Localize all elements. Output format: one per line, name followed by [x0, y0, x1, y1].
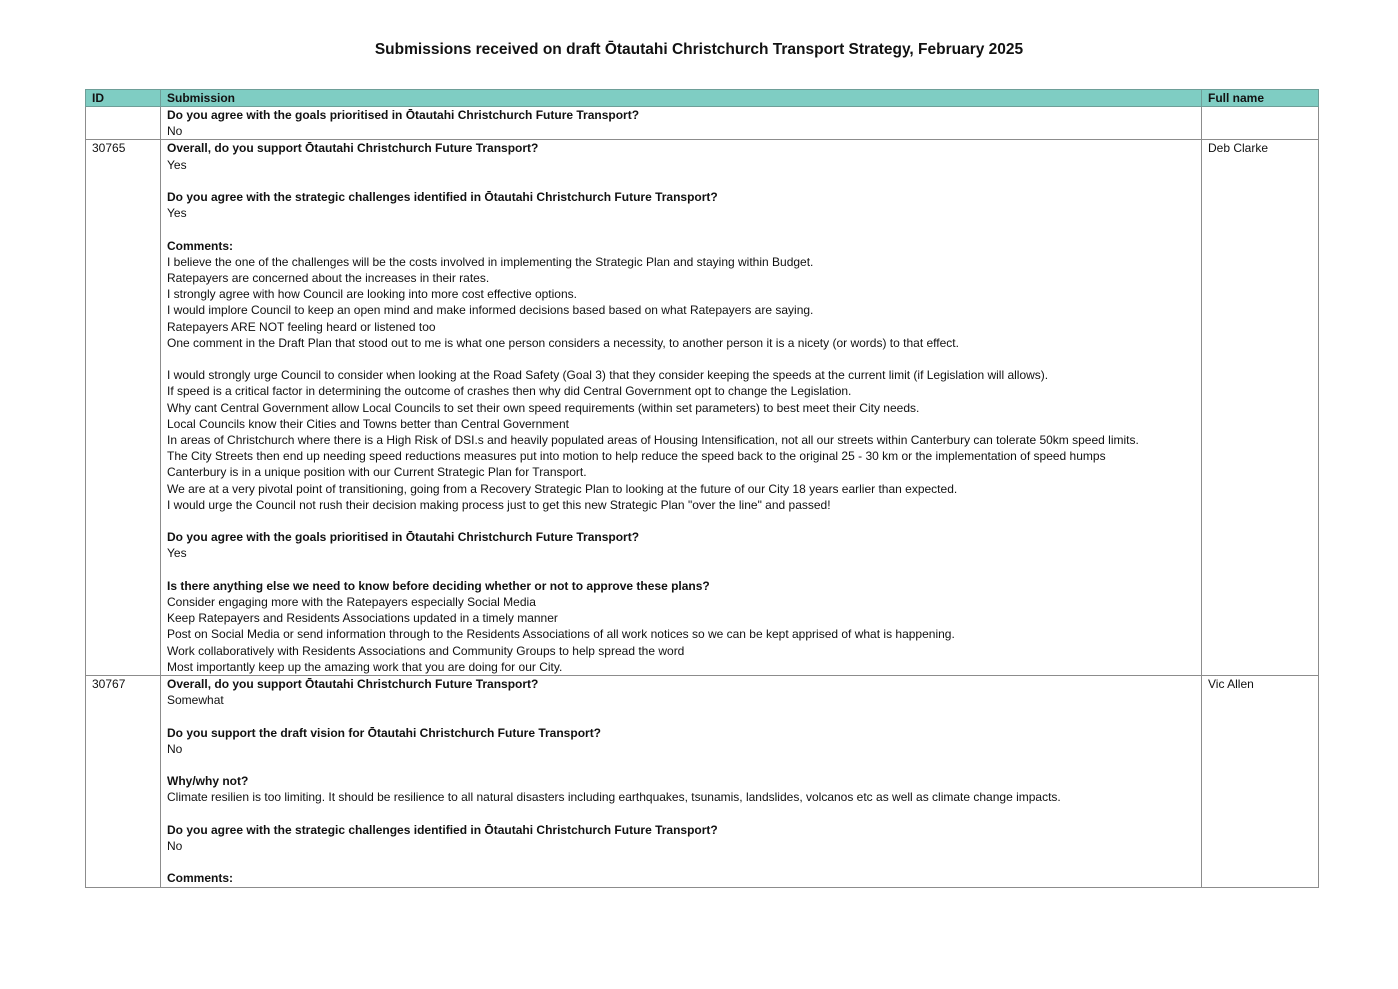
question: Comments: [167, 871, 234, 886]
answer-line: Local Councils know their Cities and Towns better than Central Government [167, 416, 569, 431]
table-header-row [86, 90, 1319, 107]
answer-line: I strongly agree with how Council are looking into more cost effective options. [167, 287, 577, 302]
submission-content [161, 107, 1202, 140]
answer-line: I would urge the Council not rush their decision making process just to get this new Strategic Plan "over the line" and passed! [167, 497, 831, 512]
answer-line: Yes [167, 206, 187, 221]
table-row [86, 676, 1319, 888]
spacer [167, 757, 1195, 773]
answer-line: Somewhat [167, 693, 224, 708]
submissions-table [85, 89, 1319, 888]
answer-line: No [167, 124, 183, 139]
answer-line: No [167, 839, 183, 854]
submission-id: 30765 [86, 140, 161, 676]
spacer [167, 173, 1195, 189]
question: Do you agree with the goals prioritised in Ōtautahi Christchurch Future Transport? [167, 530, 640, 545]
answer-line: Post on Social Media or send information through to the Residents Associations of all work notices so we can be kept apprised of what is happening. [167, 627, 955, 642]
answer-line: If speed is a critical factor in determining the outcome of crashes then why did Central Government opt to change the Legislation. [167, 384, 852, 399]
full-name: Vic Allen [1202, 676, 1319, 888]
spacer [167, 562, 1195, 578]
header-full-name: Full name [1202, 90, 1319, 107]
answer-line: No [167, 741, 183, 756]
spacer [167, 221, 1195, 237]
full-name: Deb Clarke [1202, 140, 1319, 676]
answer-line: Canterbury is in a unique position with our Current Strategic Plan for Transport. [167, 465, 587, 480]
question: Do you agree with the strategic challenges identified in Ōtautahi Christchurch Future Transport? [167, 190, 718, 204]
question: Why/why not? [167, 774, 249, 789]
answer-line: We are at a very pivotal point of transitioning, going from a Recovery Strategic Plan to looking at the future of our City 18 years earlier than expected. [167, 481, 958, 496]
submission-id [86, 107, 161, 140]
answer-line: In areas of Christchurch where there is a High Risk of DSI.s and heavily populated areas of Housing Intensification, not all our streets within Canterbury can tolerate 50km speed limits. [167, 433, 1139, 448]
answer-line: Consider engaging more with the Ratepayers especially Social Media [167, 595, 536, 610]
header-submission: Submission [161, 90, 1202, 107]
submission-id: 30767 [86, 676, 161, 888]
answer-line: Most importantly keep up the amazing work that you are doing for our City. [167, 659, 563, 674]
question: Do you agree with the strategic challenges identified in Ōtautahi Christchurch Future Transport? [167, 822, 718, 837]
page-title: Submissions received on draft Ōtautahi Christchurch Transport Strategy, February 2025 [374, 41, 1024, 58]
question: Overall, do you support Ōtautahi Christchurch Future Transport? [167, 141, 539, 156]
answer-line: Yes [167, 546, 187, 561]
header-id: ID [86, 90, 161, 107]
answer-line: Keep Ratepayers and Residents Associations updated in a timely manner [167, 611, 558, 626]
answer-line: I would strongly urge Council to consider when looking at the Road Safety (Goal 3) that they consider keeping the speeds at the current limit (if Legislation will allows). [167, 368, 1049, 383]
answer-line: Ratepayers ARE NOT feeling heard or listened too [167, 319, 436, 334]
answer-line: Climate resilien is too limiting. It should be resilience to all natural disasters including earthquakes, tsunamis, landslides, volcanos etc as well as climate change impacts. [167, 790, 1061, 805]
question: Do you support the draft vision for Ōtautahi Christchurch Future Transport? [167, 725, 602, 740]
answer-line: Why cant Central Government allow Local Councils to set their own speed requirements (within set parameters) to best meet their City needs. [167, 400, 920, 415]
table-row [86, 107, 1319, 140]
spacer [167, 513, 1195, 529]
answer-line: Work collaboratively with Residents Associations and Community Groups to help spread the word [167, 643, 685, 658]
question: Is there anything else we need to know before deciding whether or not to approve these plans? [167, 578, 710, 593]
table-row [86, 140, 1319, 676]
answer-line: I believe the one of the challenges will be the costs involved in implementing the Strategic Plan and staying within Budget. [167, 254, 814, 269]
answer-line: One comment in the Draft Plan that stood out to me is what one person considers a necessity, to another person it is a nicety (or words) to that effect. [167, 335, 959, 350]
answer-line: Yes [167, 157, 187, 172]
full-name [1202, 107, 1319, 140]
answer-line: I would implore Council to keep an open mind and make informed decisions based based on what Ratepayers are saying. [167, 303, 814, 318]
submission-content [161, 676, 1202, 888]
submission-content [161, 140, 1202, 676]
spacer [167, 854, 1195, 870]
table-body [86, 107, 1319, 888]
answer-line: Ratepayers are concerned about the increases in their rates. [167, 271, 490, 285]
answer-line: The City Streets then end up needing speed reductions measures put into motion to help reduce the speed back to the original 25 - 30 km or the implementation of speed humps [167, 449, 1106, 464]
question: Do you agree with the goals prioritised in Ōtautahi Christchurch Future Transport? [167, 108, 640, 122]
answer-line [167, 351, 1195, 367]
spacer [167, 708, 1195, 724]
question: Comments: [167, 238, 234, 253]
spacer [167, 806, 1195, 822]
question: Overall, do you support Ōtautahi Christchurch Future Transport? [167, 677, 539, 692]
